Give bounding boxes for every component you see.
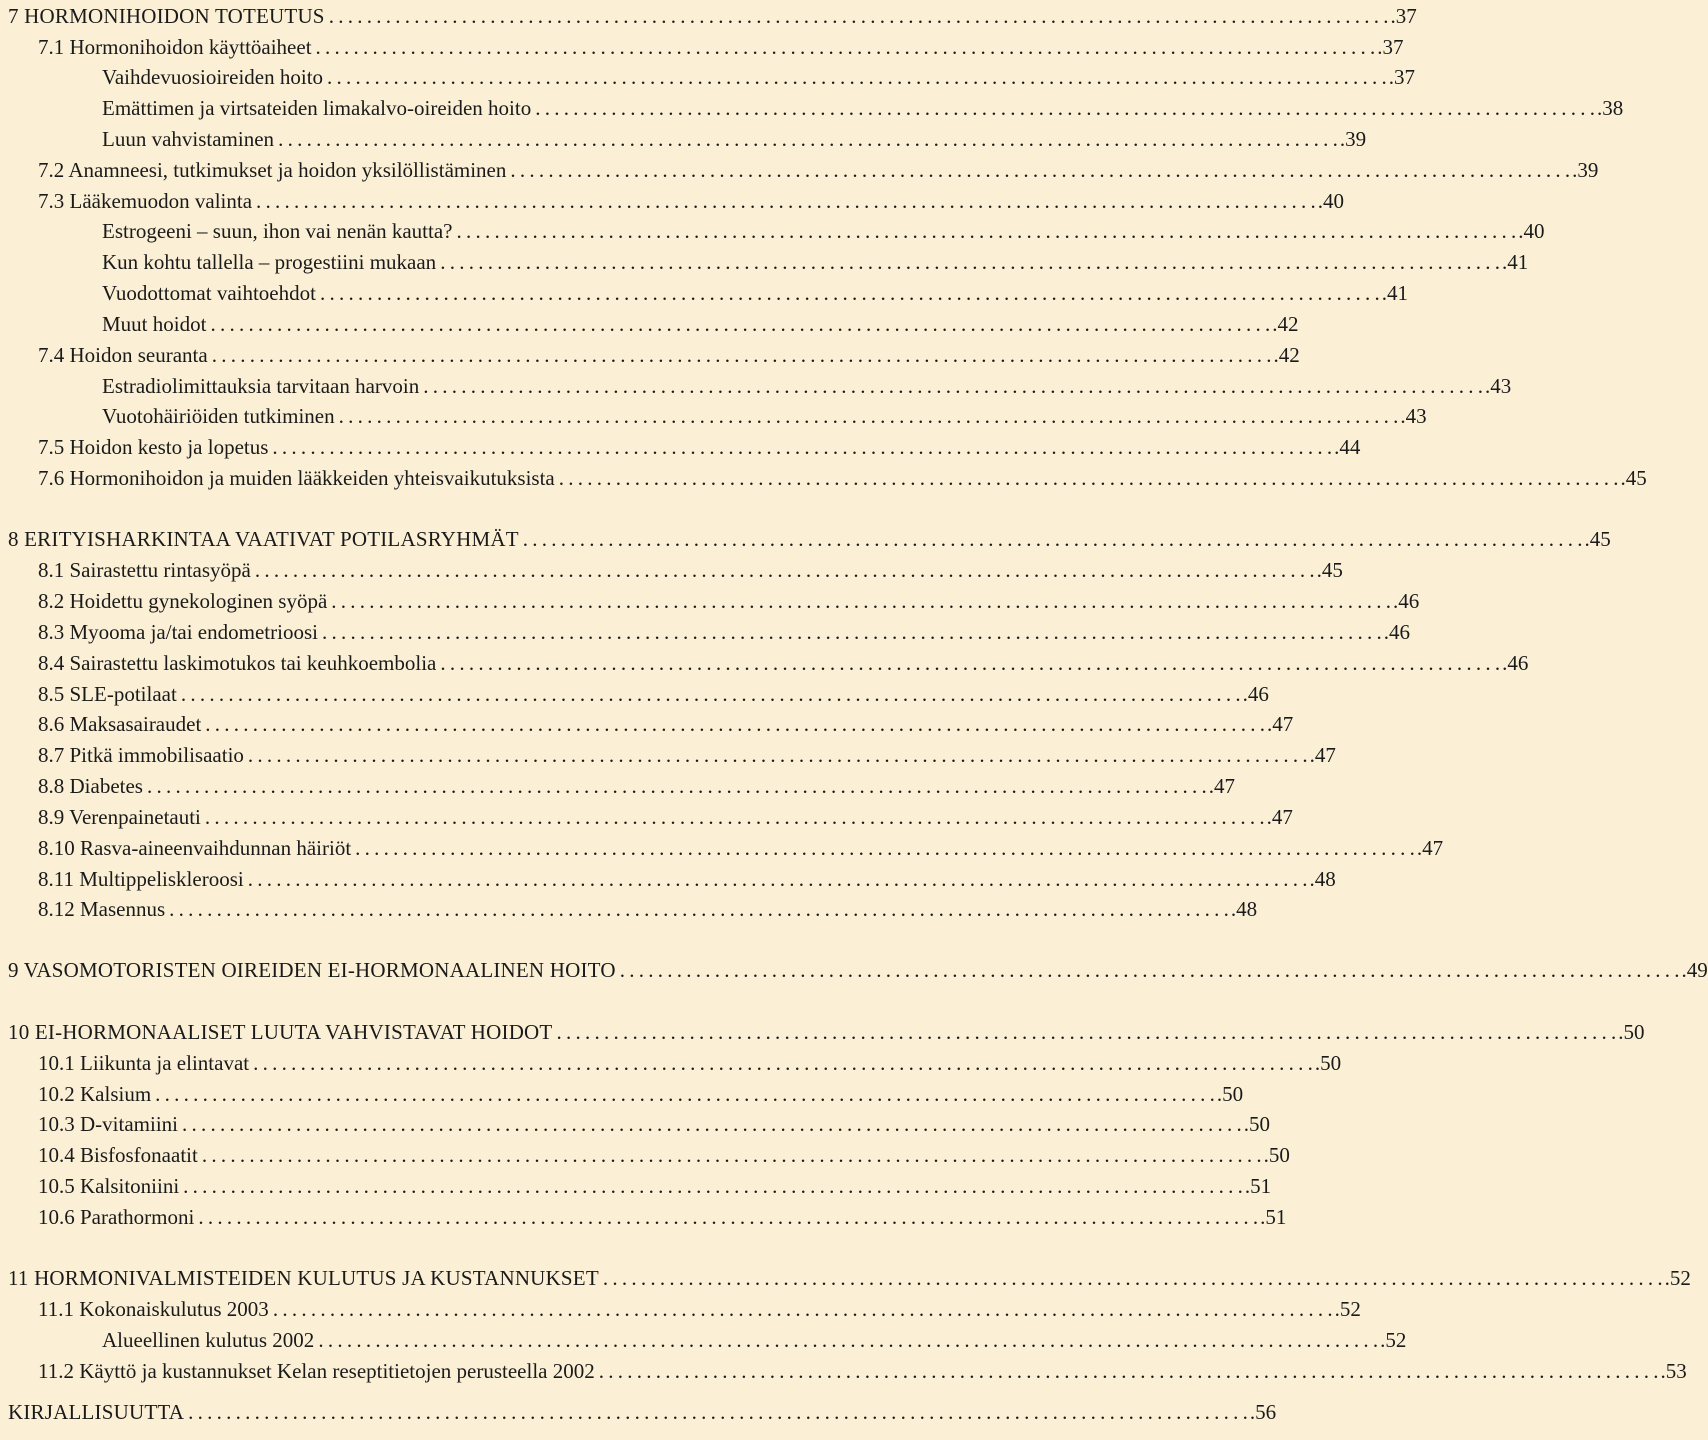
toc-entry-title: Muut hoidot [102,312,207,336]
dot-leader [147,772,1207,800]
toc-page-number: .44 [1334,435,1361,459]
toc-entry-title: 8.11 Multippeliskleroosi [38,867,244,891]
dot-leader [181,680,1241,708]
toc-subsection-entry[interactable] [0,402,1427,430]
toc-entry-title: 9 VASOMOTORISTEN OIREIDEN EI-HORMONAALINEN HOITO [8,958,616,982]
toc-entry-title: 8.12 Masennus [38,897,166,921]
toc-page-number: .50 [1314,1051,1342,1075]
toc-entry-title: 10.1 Liikunta ja elintavat [38,1051,250,1075]
toc-page-number: .47 [1416,836,1444,860]
dot-leader [202,1141,1262,1169]
toc-page-number: .52 [1664,1266,1691,1290]
dot-leader [248,741,1308,769]
dot-leader [355,834,1415,862]
toc-section-entry[interactable] [0,772,1235,800]
toc-chapter-entry[interactable] [0,525,1611,553]
toc-subsection-entry[interactable] [0,372,1512,400]
toc-entry-title: Luun vahvistaminen [102,127,275,151]
toc-section-entry[interactable] [0,1080,1244,1108]
dot-leader [278,125,1338,153]
toc-page-number: .47 [1267,712,1294,736]
toc-page-number: .45 [1316,558,1343,582]
toc-entry-title: 8.2 Hoidettu gynekologinen syöpä [38,589,328,613]
toc-entry-title: 8.1 Sairastettu rintasyöpä [38,558,251,582]
toc-section-entry[interactable] [0,649,1529,677]
dot-leader [182,1110,1242,1138]
toc-chapter-entry[interactable] [0,956,1708,984]
toc-page-number: .45 [1620,466,1647,490]
toc-section-entry[interactable] [0,464,1647,492]
toc-chapter-entry[interactable] [0,1018,1645,1046]
dot-leader [253,1049,1313,1077]
dot-leader [331,587,1391,615]
toc-entry-title: 11 HORMONIVALMISTEIDEN KULUTUS JA KUSTANNUKSET [8,1266,599,1290]
toc-entry-title: 8.9 Verenpainetauti [38,805,201,829]
dot-leader [205,710,1265,738]
toc-subsection-entry[interactable] [0,94,1624,122]
toc-page-number: .46 [1502,651,1529,675]
toc-page-number: .43 [1485,374,1512,398]
toc-entry-title: 11.2 Käyttö ja kustannukset Kelan reseptitietojen perusteella 2002 [38,1359,595,1383]
dot-leader [205,803,1265,831]
toc-section-entry[interactable] [0,1049,1342,1077]
toc-section-entry[interactable] [0,156,1599,184]
toc-entry-title: Vuotohäiriöiden tutkiminen [102,404,335,428]
toc-page-number: .46 [1383,620,1410,644]
toc-section-entry[interactable] [0,710,1294,738]
toc-page-number: .46 [1242,682,1269,706]
toc-section-entry[interactable] [0,1295,1361,1323]
dot-leader [155,1080,1215,1108]
toc-section-entry[interactable] [0,865,1336,893]
toc-page-number: .51 [1244,1174,1272,1198]
toc-page-number: .37 [1388,65,1416,89]
toc-page-number: .47 [1266,805,1293,829]
toc-subsection-entry[interactable] [0,310,1299,338]
dot-leader [559,464,1619,492]
dot-leader [318,1326,1378,1354]
toc-entry-title: 7.3 Lääkemuodon valinta [38,189,253,213]
toc-page-number: .48 [1230,897,1258,921]
toc-page-number: .42 [1272,312,1299,336]
toc-section-entry[interactable] [0,33,1404,61]
dot-leader [457,217,1517,245]
dot-leader [273,1295,1333,1323]
toc-chapter-entry[interactable] [0,2,1417,30]
toc-page-number: .47 [1309,743,1336,767]
toc-page-number: .40 [1317,189,1345,213]
toc-entry-title: 10.3 D-vitamiini [38,1112,178,1136]
toc-section-entry[interactable] [0,895,1258,923]
dot-leader [322,618,1382,646]
dot-leader [510,156,1570,184]
toc-page-number: .40 [1518,219,1545,243]
toc-entry-title: 7.1 Hormonihoidon käyttöaiheet [38,35,312,59]
toc-entry-title: 8 ERITYISHARKINTAA VAATIVAT POTILASRYHMÄT [8,527,519,551]
toc-page-number: .37 [1377,35,1404,59]
toc-page-number: .43 [1400,404,1427,428]
toc-section-entry[interactable] [0,803,1293,831]
dot-leader [339,402,1399,430]
toc-entry-title: 7 HORMONIHOIDON TOTEUTUS [8,4,325,28]
toc-subsection-entry[interactable] [0,248,1529,276]
toc-section-entry[interactable] [0,556,1343,584]
dot-leader [255,556,1315,584]
toc-page-number: .49 [1681,958,1708,982]
toc-entry-title: 8.6 Maksasairaudet [38,712,202,736]
toc-entry-title: 8.5 SLE-potilaat [38,682,177,706]
toc-entry-title: Kun kohtu tallella – progestiini mukaan [102,250,437,274]
toc-page-number: .39 [1572,158,1599,182]
toc-page-number: .46 [1393,589,1420,613]
toc-entry-title: 7.6 Hormonihoidon ja muiden lääkkeiden yhteisvaikutuksista [38,466,555,490]
toc-section-entry[interactable] [0,618,1410,646]
toc-subsection-entry[interactable] [0,217,1545,245]
toc-entry-title: 7.4 Hoidon seuranta [38,343,208,367]
dot-leader [327,63,1387,91]
dot-leader [198,1203,1258,1231]
dot-leader [329,2,1389,30]
toc-entry-title: 11.1 Kokonaiskulutus 2003 [38,1297,269,1321]
toc-entry-title: 8.8 Diabetes [38,774,143,798]
dot-leader [183,1172,1243,1200]
dot-leader [316,33,1376,61]
toc-page-number: .41 [1381,281,1408,305]
toc-page-number: .50 [1263,1143,1290,1167]
toc-entry-title: Vaihdevuosioireiden hoito [102,65,324,89]
dot-leader [603,1264,1663,1292]
toc-entry-title: 10 EI-HORMONAALISET LUUTA VAHVISTAVAT HOIDOT [8,1020,553,1044]
dot-leader [256,187,1316,215]
toc-section-entry[interactable] [0,341,1300,369]
toc-section-entry[interactable] [0,587,1420,615]
toc-section-entry[interactable] [0,1172,1272,1200]
toc-entry-title: KIRJALLISUUTTA [8,1400,185,1424]
toc-chapter-entry[interactable] [0,1264,1691,1292]
toc-entry-title: 7.2 Anamneesi, tutkimukset ja hoidon yksilöllistäminen [38,158,507,182]
toc-entry-title: Alueellinen kulutus 2002 [102,1328,315,1352]
toc-entry-title: 10.4 Bisfosfonaatit [38,1143,198,1167]
toc-section-entry[interactable] [0,741,1336,769]
toc-page-number: .47 [1208,774,1235,798]
toc-entry-title: Vuodottomat vaihtoehdot [102,281,316,305]
dot-leader [210,310,1270,338]
dot-leader [523,525,1583,553]
toc-page-number: .50 [1216,1082,1244,1106]
dot-leader [212,341,1272,369]
toc-entry-title: Estrogeeni – suun, ihon vai nenän kautta? [102,219,453,243]
dot-leader [272,433,1332,461]
toc-section-entry[interactable] [0,433,1361,461]
toc-entry-title: 10.6 Parathormoni [38,1205,195,1229]
toc-page-number: .56 [1249,1400,1277,1424]
toc-page-number: .50 [1243,1112,1270,1136]
dot-leader [620,956,1680,984]
toc-entry-title: 8.10 Rasva-aineenvaihdunnan häiriöt [38,836,352,860]
toc-page-number: .38 [1596,96,1624,120]
toc-entry-title: Estradiolimittauksia tarvitaan harvoin [102,374,420,398]
toc-chapter-entry[interactable] [0,1398,1277,1426]
toc-entry-title: 7.5 Hoidon kesto ja lopetus [38,435,269,459]
dot-leader [535,94,1595,122]
toc-section-entry[interactable] [0,187,1345,215]
toc-entry-title: 10.5 Kalsitoniini [38,1174,180,1198]
toc-page-number: .37 [1390,4,1417,28]
toc-subsection-entry[interactable] [0,1326,1407,1354]
toc-page-number: .41 [1501,250,1529,274]
toc-subsection-entry[interactable] [0,63,1416,91]
toc-page-number: .53 [1660,1359,1687,1383]
toc-page-number: .52 [1334,1297,1361,1321]
toc-entry-title: 8.3 Myooma ja/tai endometrioosi [38,620,318,644]
dot-leader [320,279,1380,307]
toc-entry-title: 10.2 Kalsium [38,1082,152,1106]
dot-leader [556,1018,1616,1046]
toc-page-number: .42 [1273,343,1300,367]
toc-entry-title: Emättimen ja virtsateiden limakalvo-oireiden hoito [102,96,532,120]
dot-leader [423,372,1483,400]
dot-leader [248,865,1308,893]
toc-section-entry[interactable] [0,834,1444,862]
toc-page-number: .45 [1584,527,1611,551]
toc-section-entry[interactable] [0,1203,1287,1231]
toc-section-entry[interactable] [0,1110,1270,1138]
toc-page-number: .51 [1260,1205,1287,1229]
dot-leader [599,1357,1659,1385]
dot-leader [188,1398,1248,1426]
toc-entry-title: 8.4 Sairastettu laskimotukos tai keuhkoembolia [38,651,437,675]
dot-leader [169,895,1229,923]
toc-subsection-entry[interactable] [0,125,1367,153]
toc-page-number: .48 [1309,867,1336,891]
toc-page-number: .52 [1380,1328,1407,1352]
toc-section-entry[interactable] [0,1141,1290,1169]
toc-section-entry[interactable] [0,680,1269,708]
toc-entry-title: 8.7 Pitkä immobilisaatio [38,743,244,767]
toc-subsection-entry[interactable] [0,279,1408,307]
toc-section-entry[interactable] [0,1357,1687,1385]
toc-page-number: .50 [1618,1020,1645,1044]
dot-leader [440,649,1500,677]
dot-leader [440,248,1500,276]
toc-page-number: .39 [1339,127,1367,151]
